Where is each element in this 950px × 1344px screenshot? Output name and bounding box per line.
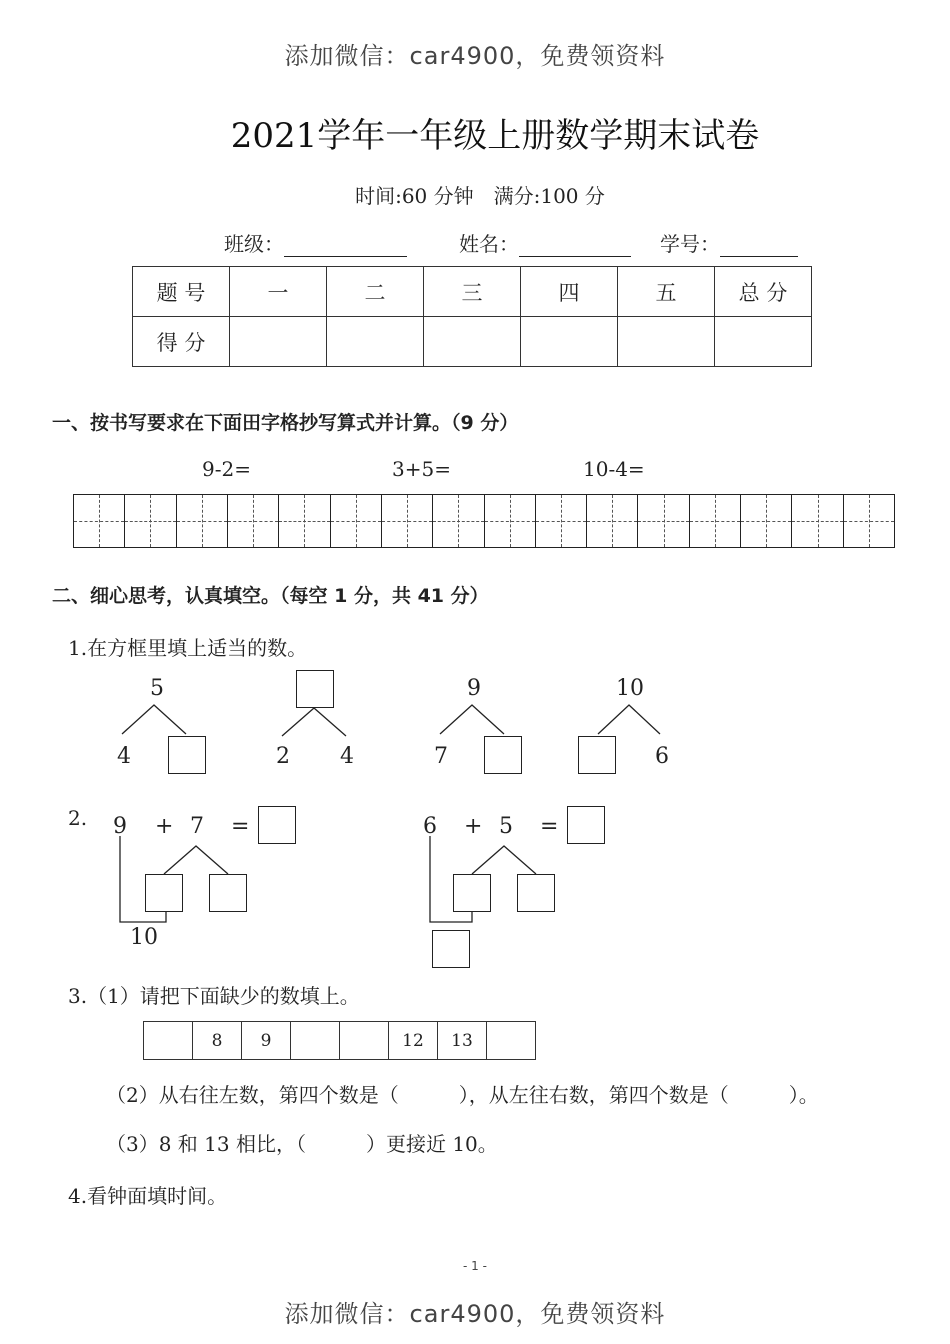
grid-cell[interactable]: [433, 495, 484, 547]
eq1-split-box-1[interactable]: [145, 874, 183, 912]
grid-cell[interactable]: [690, 495, 741, 547]
score-cell[interactable]: [715, 317, 812, 367]
q3-part3: （3）8 和 13 相比，（ ）更接近 10。: [106, 1132, 498, 1156]
tree4-branches: [598, 705, 660, 734]
eq2-split-box-2[interactable]: [517, 874, 555, 912]
tree2-answer-box[interactable]: [296, 670, 334, 708]
page-number: - 1 -: [463, 1259, 487, 1273]
grid-cell[interactable]: [279, 495, 330, 547]
name-label: 姓名：: [459, 232, 519, 256]
grid-cell[interactable]: [536, 495, 587, 547]
eq2-split-box-1[interactable]: [453, 874, 491, 912]
score-table: [132, 266, 812, 367]
tree1-answer-box[interactable]: [168, 736, 206, 774]
score-cell[interactable]: [618, 317, 715, 367]
watermark-top: 添加微信：car4900，免费领资料: [284, 42, 666, 70]
tree2-left: 2: [276, 744, 290, 769]
score-row-label: 得 分: [133, 317, 230, 367]
eq2-addend-b: 5: [499, 814, 513, 839]
eq2-equals: =: [540, 814, 559, 839]
sequence-cell: 8: [193, 1022, 242, 1060]
tree3-answer-box[interactable]: [484, 736, 522, 774]
name-blank[interactable]: [519, 234, 631, 257]
score-header-cell: 总 分: [715, 267, 812, 317]
grid-cell[interactable]: [844, 495, 894, 547]
eq1-addend-a: 9: [113, 814, 127, 839]
tianzige-grid[interactable]: [73, 494, 895, 548]
student-id-label: 学号：: [660, 232, 720, 256]
copy-expr-3: 10-4=: [583, 457, 645, 481]
watermark-bottom: 添加微信：car4900，免费领资料: [284, 1300, 666, 1328]
q3-part2: （2）从右往左数，第四个数是（ ），从左往右数，第四个数是（ ）。: [106, 1083, 819, 1107]
score-cell[interactable]: [230, 317, 327, 367]
exam-time-score: 时间:60 分钟 满分:100 分: [355, 184, 605, 208]
grid-cell[interactable]: [228, 495, 279, 547]
tree1-branches: [122, 705, 186, 734]
grid-cell[interactable]: [382, 495, 433, 547]
eq1-plus: +: [155, 814, 174, 839]
grid-cell[interactable]: [485, 495, 536, 547]
q4-text: 4.看钟面填时间。: [68, 1184, 228, 1208]
sequence-cell: 12: [389, 1022, 438, 1060]
class-field[interactable]: [224, 228, 407, 257]
tree2-right: 4: [340, 744, 354, 769]
grid-cell[interactable]: [177, 495, 228, 547]
grid-cell[interactable]: [331, 495, 382, 547]
eq2-result-box[interactable]: [567, 806, 605, 844]
sequence-cell: 13: [438, 1022, 487, 1060]
q1-text: 1.在方框里填上适当的数。: [68, 636, 308, 660]
eq1-ten: 10: [130, 925, 158, 950]
tree3-left: 7: [434, 744, 448, 769]
eq2-branches: [472, 846, 536, 874]
tree3-branches: [440, 705, 504, 734]
sequence-cell[interactable]: [144, 1022, 193, 1060]
sequence-cell[interactable]: [340, 1022, 389, 1060]
section1-heading: 一、按书写要求在下面田字格抄写算式并计算。（9 分）: [52, 412, 519, 434]
tree2-branches: [282, 708, 346, 736]
score-header-cell: 三: [424, 267, 521, 317]
class-blank[interactable]: [284, 234, 407, 257]
number-sequence-table: [143, 1021, 536, 1060]
score-table-row: [133, 317, 812, 367]
score-header-cell: 一: [230, 267, 327, 317]
grid-cell[interactable]: [638, 495, 689, 547]
sequence-cell[interactable]: [291, 1022, 340, 1060]
sequence-cell[interactable]: [487, 1022, 536, 1060]
eq2-ten-box[interactable]: [432, 930, 470, 968]
eq2-addend-a: 6: [423, 814, 437, 839]
eq1-equals: =: [231, 814, 250, 839]
eq1-result-box[interactable]: [258, 806, 296, 844]
score-cell[interactable]: [327, 317, 424, 367]
eq1-branches: [164, 846, 228, 874]
tree4-right: 6: [655, 744, 669, 769]
score-header-cell: 二: [327, 267, 424, 317]
score-header-cell: 五: [618, 267, 715, 317]
eq2-plus: +: [464, 814, 483, 839]
tree3-top: 9: [467, 676, 481, 701]
class-label: 班级：: [224, 232, 284, 256]
copy-expr-1: 9-2=: [202, 457, 251, 481]
tree1-top: 5: [150, 676, 164, 701]
tree4-answer-box[interactable]: [578, 736, 616, 774]
eq1-addend-b: 7: [190, 814, 204, 839]
section2-heading: 二、细心思考，认真填空。（每空 1 分，共 41 分）: [52, 585, 489, 607]
grid-cell[interactable]: [74, 495, 125, 547]
score-table-header-row: [133, 267, 812, 317]
copy-expr-2: 3+5=: [392, 457, 451, 481]
tree4-top: 10: [616, 676, 644, 701]
score-cell[interactable]: [521, 317, 618, 367]
name-field[interactable]: [459, 228, 631, 257]
tree1-left: 4: [117, 744, 131, 769]
q2-label: 2.: [68, 806, 88, 830]
grid-cell[interactable]: [741, 495, 792, 547]
q3-part1: 3.（1）请把下面缺少的数填上。: [68, 984, 360, 1008]
grid-cell[interactable]: [125, 495, 176, 547]
page-title: 2021学年一年级上册数学期末试卷: [230, 116, 760, 156]
grid-cell[interactable]: [587, 495, 638, 547]
score-header-cell: 四: [521, 267, 618, 317]
eq1-split-box-2[interactable]: [209, 874, 247, 912]
student-id-field[interactable]: [660, 228, 798, 257]
sequence-cell: 9: [242, 1022, 291, 1060]
score-cell[interactable]: [424, 317, 521, 367]
student-id-blank[interactable]: [720, 234, 798, 257]
grid-cell[interactable]: [792, 495, 843, 547]
score-header-cell: 题 号: [133, 267, 230, 317]
